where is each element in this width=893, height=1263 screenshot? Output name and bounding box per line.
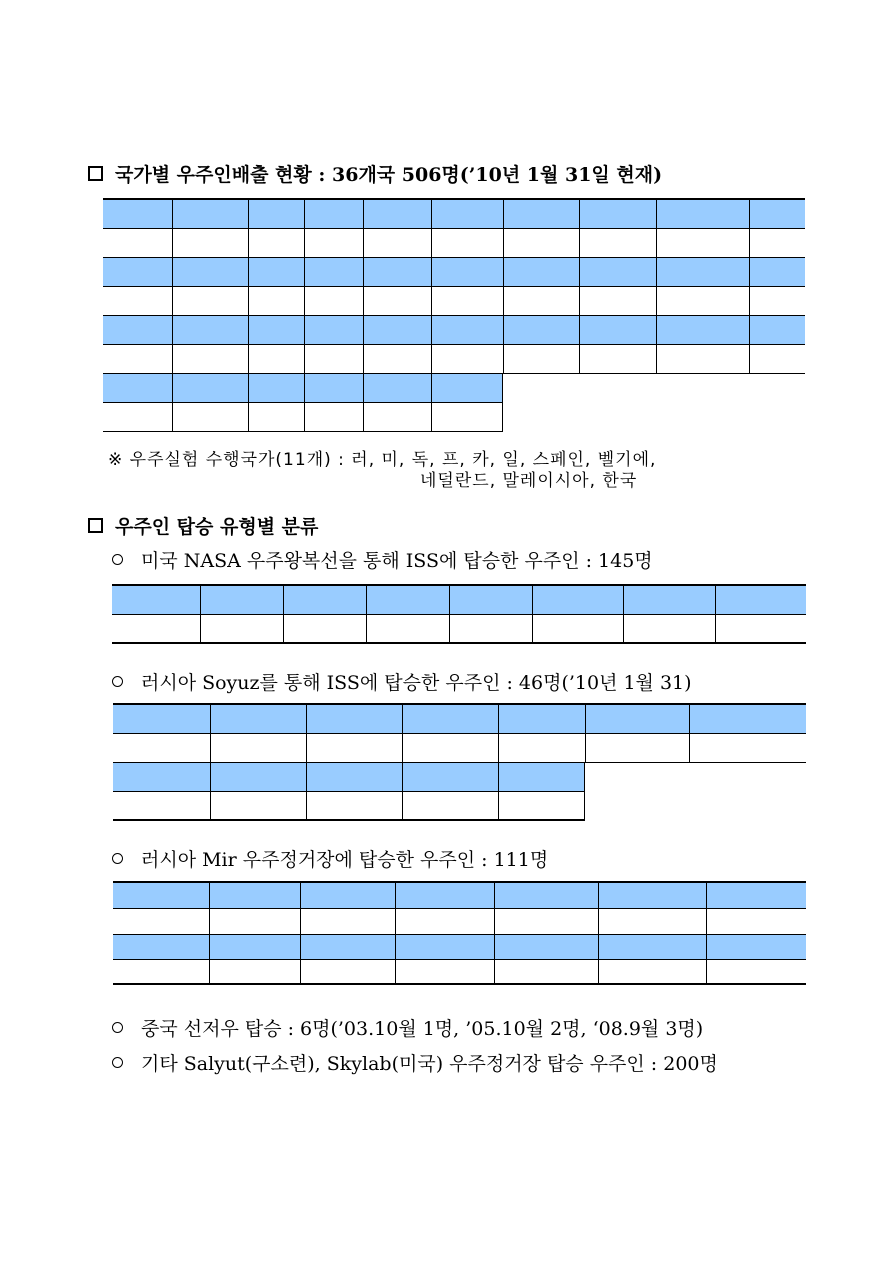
table-row: [103, 200, 805, 229]
circle-bullet-icon: [112, 554, 123, 565]
table-row: [113, 763, 806, 792]
section-heading-country-stats: [88, 160, 662, 187]
nasa-iss-table: [112, 584, 806, 644]
bullet-salyut-skylab: [112, 1049, 718, 1076]
checkbox-icon: [88, 518, 103, 533]
bullet-soyuz-iss: [112, 668, 692, 695]
circle-bullet-icon: [112, 676, 123, 687]
experiment-countries-note-cont: 네덜란드, 말레이시아, 한국: [420, 471, 638, 491]
soyuz-iss-table: [113, 703, 806, 821]
table-row: [103, 258, 805, 287]
table-row: [103, 345, 805, 374]
section-title: 우주인 탑승 유형별 분류: [115, 516, 319, 538]
circle-bullet-icon: [112, 853, 123, 864]
table-row: [113, 792, 806, 821]
table-row: [103, 287, 805, 316]
table-row: [113, 935, 806, 960]
bullet-text: 중국 선저우 탑승 : 6명(’03.10월 1명, ’05.10월 2명, ‘08.9월 3명): [141, 1018, 704, 1040]
circle-bullet-icon: [112, 1057, 123, 1068]
bullet-mir: [112, 845, 548, 872]
table-row: [112, 615, 806, 644]
table-row: [103, 403, 805, 432]
bullet-shenzhou: [112, 1014, 703, 1041]
checkbox-icon: [88, 166, 103, 181]
bullet-text: 미국 NASA 우주왕복선을 통해 ISS에 탑승한 우주인 : 145명: [141, 550, 653, 572]
section-heading-boarding-types: [88, 512, 318, 539]
bullet-text: 러시아 Mir 우주정거장에 탑승한 우주인 : 111명: [141, 849, 549, 871]
experiment-countries-note: ※ 우주실험 수행국가(11개) : 러, 미, 독, 프, 카, 일, 스페인, 벨기에,: [108, 450, 657, 470]
table-row: [112, 586, 806, 615]
mir-table: [113, 881, 806, 985]
table-row: [113, 960, 806, 985]
table-row: [113, 734, 806, 763]
circle-bullet-icon: [112, 1022, 123, 1033]
bullet-text: 기타 Salyut(구소련), Skylab(미국) 우주정거장 탑승 우주인 : 200명: [141, 1053, 718, 1075]
table-row: [113, 883, 806, 909]
table-row: [103, 316, 805, 345]
table-row: [113, 909, 806, 935]
section-title: 국가별 우주인배출 현황 : 36개국 506명(’10년 1월 31일 현재): [115, 164, 663, 186]
table-row: [103, 229, 805, 258]
country-astronaut-table: [103, 198, 805, 432]
bullet-text: 러시아 Soyuz를 통해 ISS에 탑승한 우주인 : 46명(’10년 1월 31): [141, 672, 692, 694]
table-row: [113, 705, 806, 734]
table-row: [103, 374, 805, 403]
bullet-nasa-iss: [112, 546, 653, 573]
